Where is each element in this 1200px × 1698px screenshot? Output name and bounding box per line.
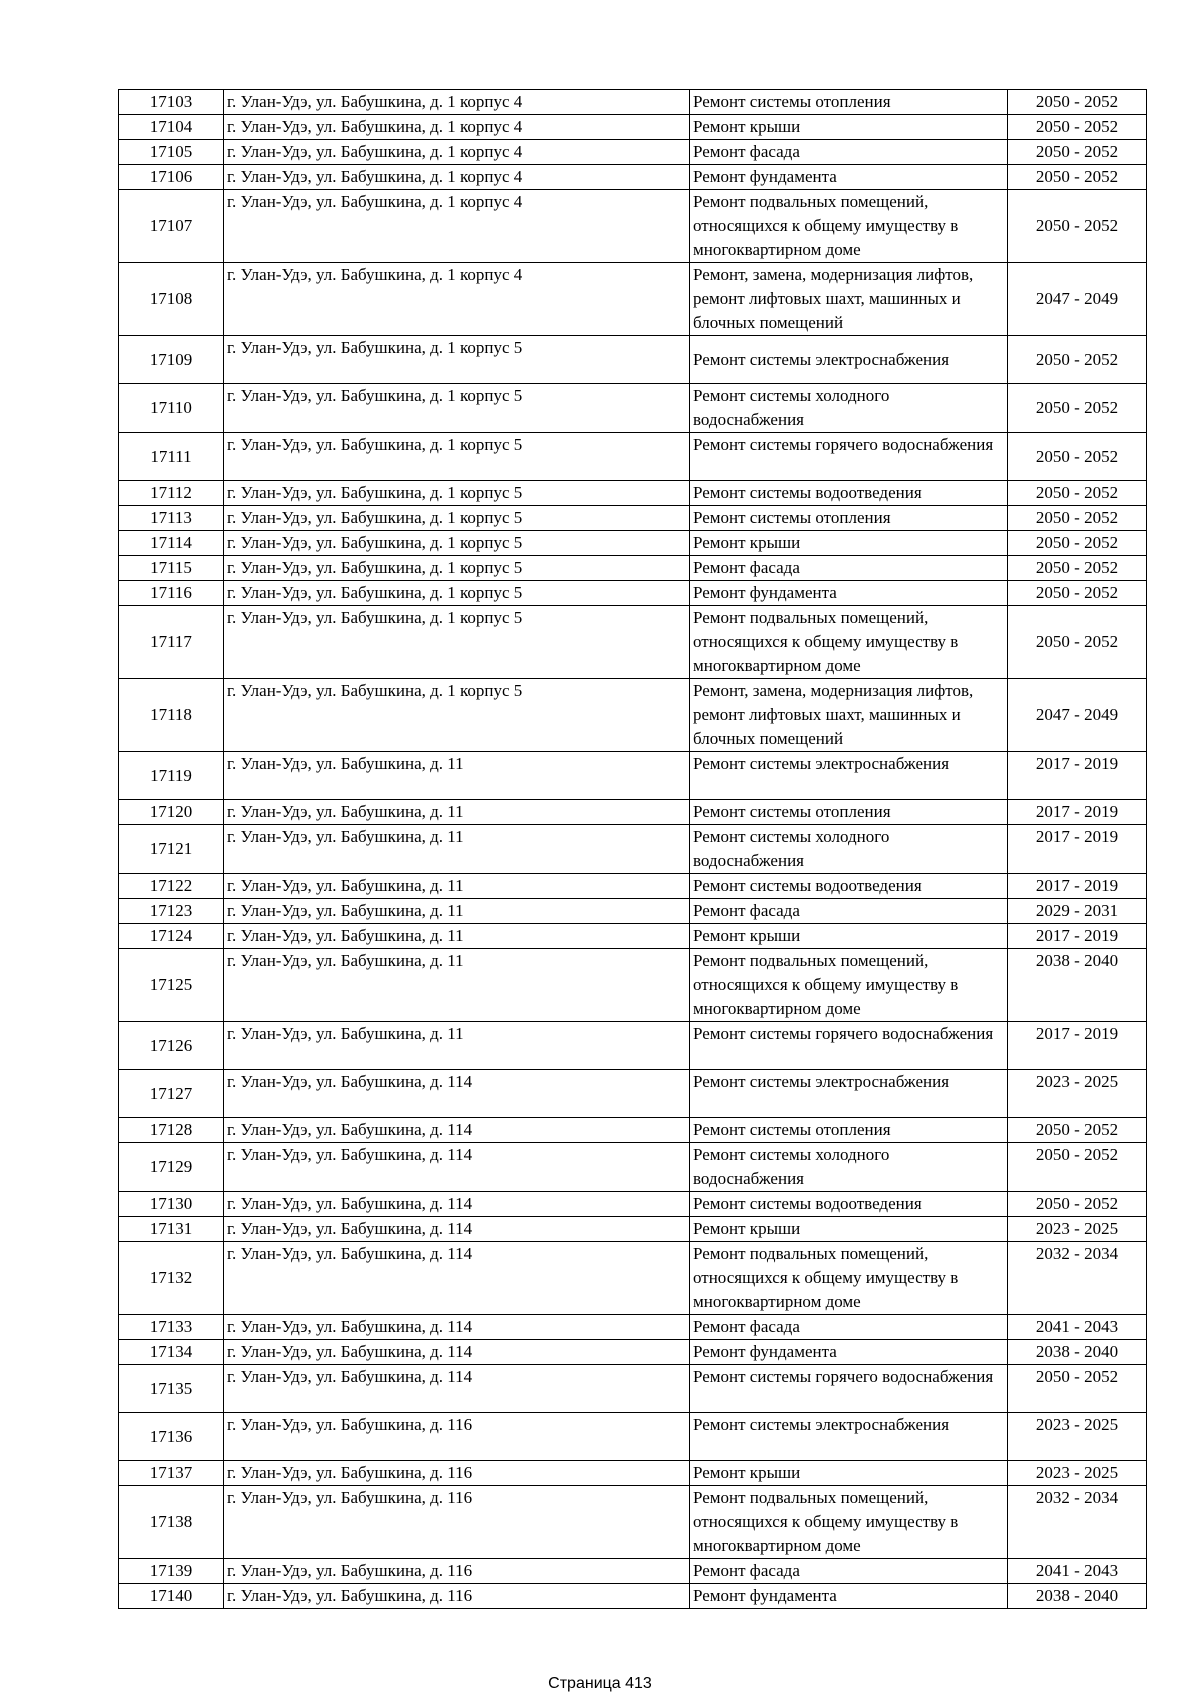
row-work: Ремонт системы горячего водоснабжения: [690, 1365, 1008, 1413]
row-address: г. Улан-Удэ, ул. Бабушкина, д. 114: [224, 1242, 690, 1315]
row-work: Ремонт системы горячего водоснабжения: [690, 433, 1008, 481]
table-row: [119, 581, 1147, 606]
row-period: 2050 - 2052: [1008, 1118, 1147, 1143]
table-row: [119, 1022, 1147, 1070]
works-table: [118, 89, 1147, 1609]
row-address: г. Улан-Удэ, ул. Бабушкина, д. 1 корпус 5: [224, 336, 690, 384]
table-row: [119, 165, 1147, 190]
row-id: 17120: [119, 800, 224, 825]
table-row: [119, 1315, 1147, 1340]
row-id: 17121: [119, 825, 224, 874]
table-row: [119, 800, 1147, 825]
row-period: 2023 - 2025: [1008, 1070, 1147, 1118]
row-address: г. Улан-Удэ, ул. Бабушкина, д. 114: [224, 1070, 690, 1118]
row-period: 2050 - 2052: [1008, 581, 1147, 606]
table-row: [119, 1192, 1147, 1217]
row-id: 17129: [119, 1143, 224, 1192]
table-row: [119, 1340, 1147, 1365]
row-id: 17137: [119, 1461, 224, 1486]
table-row: [119, 90, 1147, 115]
row-period: 2050 - 2052: [1008, 90, 1147, 115]
row-work: Ремонт подвальных помещений, относящихся к общему имуществу в многоквартирном доме: [690, 606, 1008, 679]
row-work: Ремонт подвальных помещений, относящихся к общему имуществу в многоквартирном доме: [690, 1486, 1008, 1559]
row-id: 17138: [119, 1486, 224, 1559]
row-id: 17117: [119, 606, 224, 679]
table-row: [119, 1365, 1147, 1413]
row-id: 17136: [119, 1413, 224, 1461]
row-id: 17125: [119, 949, 224, 1022]
row-id: 17105: [119, 140, 224, 165]
row-work: Ремонт системы водоотведения: [690, 481, 1008, 506]
table-row: [119, 140, 1147, 165]
works-table-body: [119, 90, 1147, 1609]
row-id: 17130: [119, 1192, 224, 1217]
row-period: 2050 - 2052: [1008, 531, 1147, 556]
row-period: 2050 - 2052: [1008, 481, 1147, 506]
row-address: г. Улан-Удэ, ул. Бабушкина, д. 116: [224, 1461, 690, 1486]
row-work: Ремонт подвальных помещений, относящихся к общему имуществу в многоквартирном доме: [690, 1242, 1008, 1315]
table-row: [119, 506, 1147, 531]
row-work: Ремонт системы холодного водоснабжения: [690, 1143, 1008, 1192]
row-address: г. Улан-Удэ, ул. Бабушкина, д. 114: [224, 1340, 690, 1365]
table-row: [119, 1413, 1147, 1461]
table-row: [119, 556, 1147, 581]
row-period: 2050 - 2052: [1008, 1143, 1147, 1192]
row-work: Ремонт системы электроснабжения: [690, 1070, 1008, 1118]
row-id: 17128: [119, 1118, 224, 1143]
row-address: г. Улан-Удэ, ул. Бабушкина, д. 114: [224, 1192, 690, 1217]
row-address: г. Улан-Удэ, ул. Бабушкина, д. 1 корпус 5: [224, 581, 690, 606]
row-period: 2023 - 2025: [1008, 1217, 1147, 1242]
row-id: 17104: [119, 115, 224, 140]
row-address: г. Улан-Удэ, ул. Бабушкина, д. 114: [224, 1143, 690, 1192]
row-work: Ремонт, замена, модернизация лифтов, ремонт лифтовых шахт, машинных и блочных помещений: [690, 679, 1008, 752]
page-number: Страница 413: [548, 1675, 652, 1692]
row-work: Ремонт системы электроснабжения: [690, 752, 1008, 800]
row-address: г. Улан-Удэ, ул. Бабушкина, д. 1 корпус 4: [224, 190, 690, 263]
row-period: 2047 - 2049: [1008, 679, 1147, 752]
row-period: 2050 - 2052: [1008, 115, 1147, 140]
row-period: 2032 - 2034: [1008, 1486, 1147, 1559]
row-work: Ремонт подвальных помещений, относящихся к общему имуществу в многоквартирном доме: [690, 190, 1008, 263]
table-row: [119, 190, 1147, 263]
row-period: 2047 - 2049: [1008, 263, 1147, 336]
row-address: г. Улан-Удэ, ул. Бабушкина, д. 11: [224, 949, 690, 1022]
row-period: 2050 - 2052: [1008, 606, 1147, 679]
row-id: 17118: [119, 679, 224, 752]
row-id: 17116: [119, 581, 224, 606]
row-work: Ремонт системы отопления: [690, 90, 1008, 115]
row-work: Ремонт системы холодного водоснабжения: [690, 384, 1008, 433]
row-id: 17113: [119, 506, 224, 531]
row-address: г. Улан-Удэ, ул. Бабушкина, д. 114: [224, 1365, 690, 1413]
row-address: г. Улан-Удэ, ул. Бабушкина, д. 11: [224, 924, 690, 949]
row-work: Ремонт крыши: [690, 924, 1008, 949]
row-work: Ремонт системы электроснабжения: [690, 1413, 1008, 1461]
row-id: 17119: [119, 752, 224, 800]
row-work: Ремонт системы электроснабжения: [690, 336, 1008, 384]
row-period: 2050 - 2052: [1008, 1192, 1147, 1217]
row-work: Ремонт фасада: [690, 899, 1008, 924]
row-period: 2050 - 2052: [1008, 165, 1147, 190]
table-row: [119, 825, 1147, 874]
row-work: Ремонт системы водоотведения: [690, 1192, 1008, 1217]
table-row: [119, 263, 1147, 336]
row-work: Ремонт крыши: [690, 531, 1008, 556]
row-address: г. Улан-Удэ, ул. Бабушкина, д. 11: [224, 899, 690, 924]
row-address: г. Улан-Удэ, ул. Бабушкина, д. 1 корпус 4: [224, 140, 690, 165]
table-row: [119, 1143, 1147, 1192]
row-id: 17109: [119, 336, 224, 384]
table-row: [119, 1559, 1147, 1584]
table-row: [119, 874, 1147, 899]
row-period: 2050 - 2052: [1008, 433, 1147, 481]
row-id: 17106: [119, 165, 224, 190]
table-row: [119, 1118, 1147, 1143]
table-row: [119, 1217, 1147, 1242]
row-work: Ремонт системы холодного водоснабжения: [690, 825, 1008, 874]
row-period: 2050 - 2052: [1008, 1365, 1147, 1413]
row-id: 17112: [119, 481, 224, 506]
table-row: [119, 1242, 1147, 1315]
row-id: 17127: [119, 1070, 224, 1118]
row-id: 17126: [119, 1022, 224, 1070]
row-address: г. Улан-Удэ, ул. Бабушкина, д. 11: [224, 752, 690, 800]
row-work: Ремонт фасада: [690, 1559, 1008, 1584]
row-work: Ремонт фундамента: [690, 1584, 1008, 1609]
row-address: г. Улан-Удэ, ул. Бабушкина, д. 1 корпус 5: [224, 531, 690, 556]
row-work: Ремонт, замена, модернизация лифтов, ремонт лифтовых шахт, машинных и блочных помещений: [690, 263, 1008, 336]
row-id: 17124: [119, 924, 224, 949]
table-row: [119, 1461, 1147, 1486]
row-id: 17133: [119, 1315, 224, 1340]
table-row: [119, 384, 1147, 433]
row-address: г. Улан-Удэ, ул. Бабушкина, д. 116: [224, 1559, 690, 1584]
row-work: Ремонт фасада: [690, 556, 1008, 581]
table-row: [119, 949, 1147, 1022]
table-row: [119, 899, 1147, 924]
row-id: 17134: [119, 1340, 224, 1365]
row-period: 2017 - 2019: [1008, 1022, 1147, 1070]
row-address: г. Улан-Удэ, ул. Бабушкина, д. 116: [224, 1584, 690, 1609]
row-work: Ремонт фасада: [690, 140, 1008, 165]
row-id: 17131: [119, 1217, 224, 1242]
row-work: Ремонт фасада: [690, 1315, 1008, 1340]
row-work: Ремонт системы водоотведения: [690, 874, 1008, 899]
table-row: [119, 606, 1147, 679]
row-address: г. Улан-Удэ, ул. Бабушкина, д. 1 корпус 5: [224, 481, 690, 506]
row-period: 2050 - 2052: [1008, 556, 1147, 581]
row-id: 17123: [119, 899, 224, 924]
row-address: г. Улан-Удэ, ул. Бабушкина, д. 11: [224, 874, 690, 899]
table-row: [119, 679, 1147, 752]
row-address: г. Улан-Удэ, ул. Бабушкина, д. 1 корпус 4: [224, 165, 690, 190]
row-id: 17135: [119, 1365, 224, 1413]
row-address: г. Улан-Удэ, ул. Бабушкина, д. 1 корпус 5: [224, 506, 690, 531]
table-row: [119, 433, 1147, 481]
row-period: 2041 - 2043: [1008, 1315, 1147, 1340]
row-id: 17139: [119, 1559, 224, 1584]
row-period: 2017 - 2019: [1008, 752, 1147, 800]
table-row: [119, 336, 1147, 384]
row-period: 2032 - 2034: [1008, 1242, 1147, 1315]
row-id: 17140: [119, 1584, 224, 1609]
row-period: 2023 - 2025: [1008, 1461, 1147, 1486]
row-address: г. Улан-Удэ, ул. Бабушкина, д. 116: [224, 1486, 690, 1559]
row-id: 17132: [119, 1242, 224, 1315]
row-address: г. Улан-Удэ, ул. Бабушкина, д. 116: [224, 1413, 690, 1461]
row-address: г. Улан-Удэ, ул. Бабушкина, д. 1 корпус 4: [224, 90, 690, 115]
row-work: Ремонт системы отопления: [690, 800, 1008, 825]
row-period: 2017 - 2019: [1008, 874, 1147, 899]
row-address: г. Улан-Удэ, ул. Бабушкина, д. 1 корпус 4: [224, 115, 690, 140]
row-period: 2050 - 2052: [1008, 140, 1147, 165]
row-work: Ремонт фундамента: [690, 165, 1008, 190]
row-period: 2050 - 2052: [1008, 506, 1147, 531]
row-address: г. Улан-Удэ, ул. Бабушкина, д. 114: [224, 1315, 690, 1340]
row-work: Ремонт системы отопления: [690, 1118, 1008, 1143]
row-period: 2050 - 2052: [1008, 384, 1147, 433]
row-period: 2041 - 2043: [1008, 1559, 1147, 1584]
table-row: [119, 1486, 1147, 1559]
row-period: 2038 - 2040: [1008, 1340, 1147, 1365]
row-period: 2017 - 2019: [1008, 825, 1147, 874]
row-address: г. Улан-Удэ, ул. Бабушкина, д. 1 корпус 5: [224, 384, 690, 433]
row-period: 2017 - 2019: [1008, 800, 1147, 825]
row-work: Ремонт системы отопления: [690, 506, 1008, 531]
row-address: г. Улан-Удэ, ул. Бабушкина, д. 1 корпус 4: [224, 263, 690, 336]
row-id: 17103: [119, 90, 224, 115]
row-id: 17114: [119, 531, 224, 556]
table-row: [119, 531, 1147, 556]
row-id: 17110: [119, 384, 224, 433]
table-row: [119, 1070, 1147, 1118]
table-row: [119, 752, 1147, 800]
row-address: г. Улан-Удэ, ул. Бабушкина, д. 11: [224, 800, 690, 825]
row-id: 17115: [119, 556, 224, 581]
row-address: г. Улан-Удэ, ул. Бабушкина, д. 1 корпус 5: [224, 679, 690, 752]
table-row: [119, 1584, 1147, 1609]
table-row: [119, 924, 1147, 949]
row-id: 17107: [119, 190, 224, 263]
row-address: г. Улан-Удэ, ул. Бабушкина, д. 114: [224, 1118, 690, 1143]
row-address: г. Улан-Удэ, ул. Бабушкина, д. 11: [224, 1022, 690, 1070]
row-period: 2023 - 2025: [1008, 1413, 1147, 1461]
row-id: 17108: [119, 263, 224, 336]
row-work: Ремонт крыши: [690, 115, 1008, 140]
row-period: 2038 - 2040: [1008, 1584, 1147, 1609]
row-period: 2029 - 2031: [1008, 899, 1147, 924]
row-id: 17111: [119, 433, 224, 481]
table-row: [119, 115, 1147, 140]
row-period: 2038 - 2040: [1008, 949, 1147, 1022]
row-period: 2050 - 2052: [1008, 190, 1147, 263]
row-work: Ремонт фундамента: [690, 1340, 1008, 1365]
row-work: Ремонт крыши: [690, 1217, 1008, 1242]
row-period: 2017 - 2019: [1008, 924, 1147, 949]
row-address: г. Улан-Удэ, ул. Бабушкина, д. 1 корпус 5: [224, 606, 690, 679]
row-work: Ремонт подвальных помещений, относящихся к общему имуществу в многоквартирном доме: [690, 949, 1008, 1022]
row-address: г. Улан-Удэ, ул. Бабушкина, д. 114: [224, 1217, 690, 1242]
row-period: 2050 - 2052: [1008, 336, 1147, 384]
row-address: г. Улан-Удэ, ул. Бабушкина, д. 1 корпус 5: [224, 433, 690, 481]
row-address: г. Улан-Удэ, ул. Бабушкина, д. 11: [224, 825, 690, 874]
row-work: Ремонт крыши: [690, 1461, 1008, 1486]
row-work: Ремонт системы горячего водоснабжения: [690, 1022, 1008, 1070]
row-id: 17122: [119, 874, 224, 899]
row-work: Ремонт фундамента: [690, 581, 1008, 606]
table-row: [119, 481, 1147, 506]
row-address: г. Улан-Удэ, ул. Бабушкина, д. 1 корпус 5: [224, 556, 690, 581]
